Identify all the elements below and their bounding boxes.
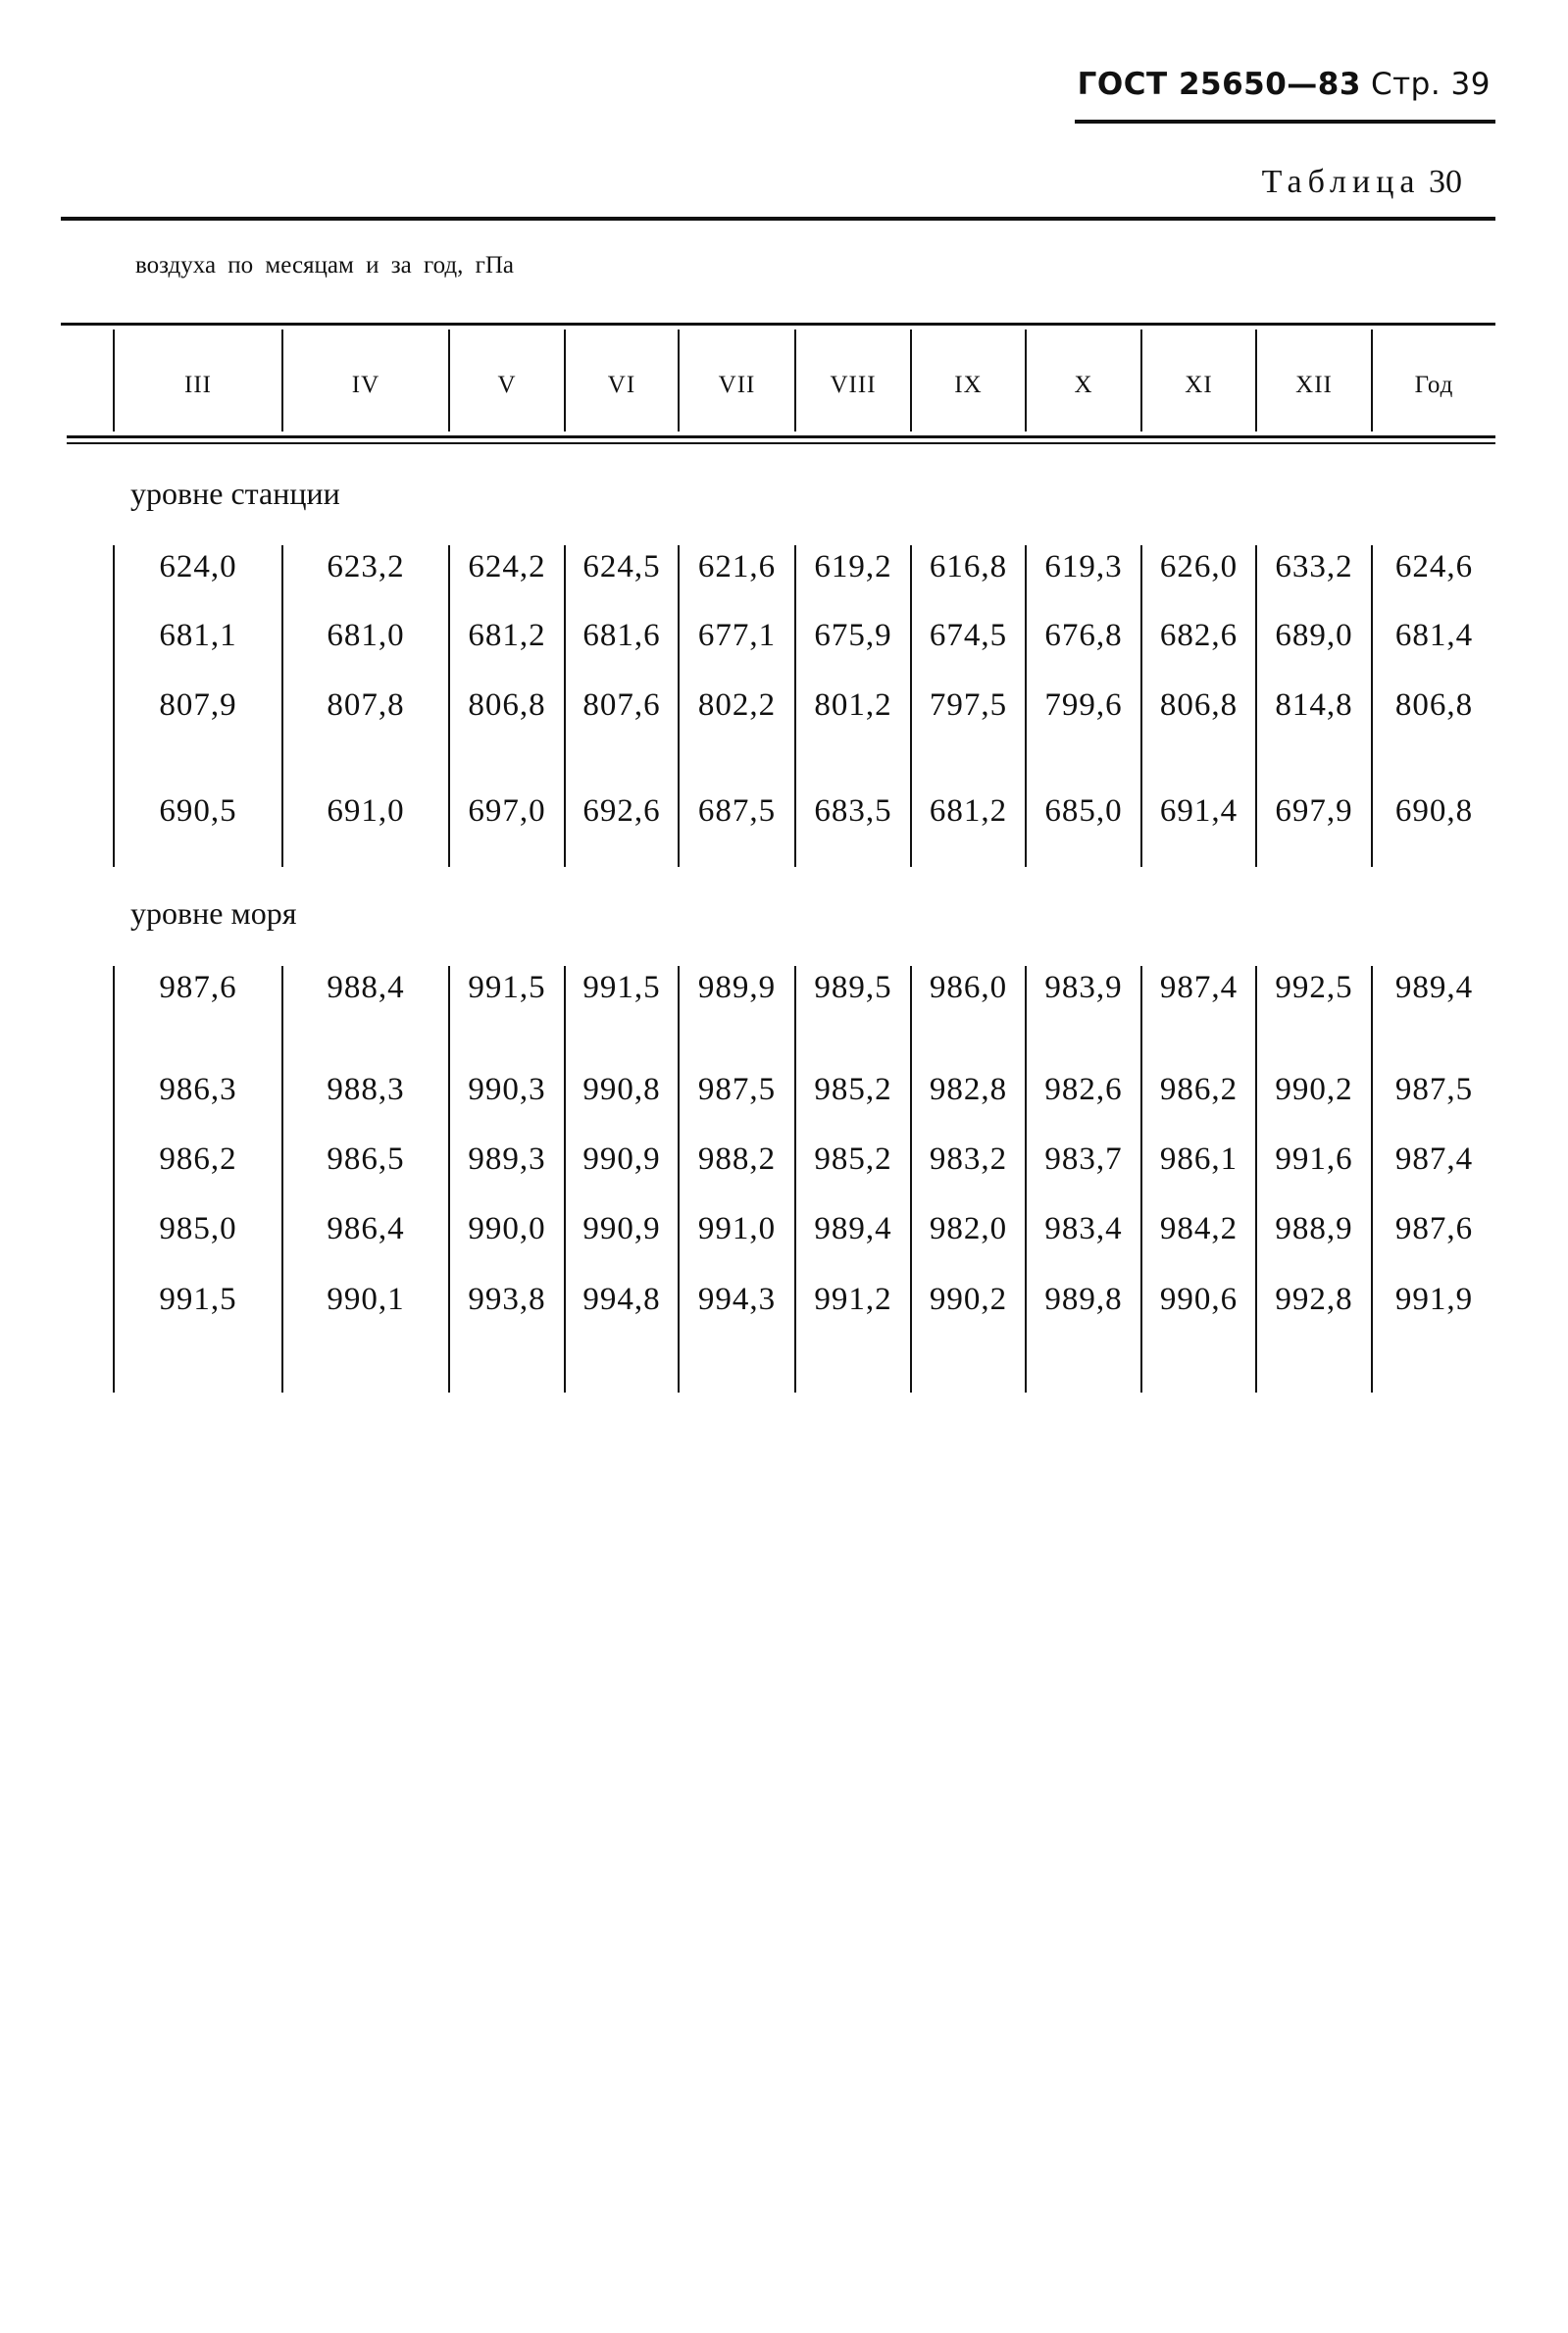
column-header: X bbox=[1074, 372, 1093, 398]
table-cell: 987,5 bbox=[697, 1072, 777, 1107]
table-cell: 987,6 bbox=[1394, 1211, 1474, 1246]
table-cell: 624,5 bbox=[582, 549, 661, 584]
column-header: IX bbox=[954, 372, 983, 398]
section-title-station-level: уровне станции bbox=[130, 476, 340, 511]
column-header-bottom-rule-1 bbox=[67, 435, 1495, 438]
column-divider bbox=[1371, 330, 1373, 431]
table-cell: 991,5 bbox=[468, 970, 546, 1005]
table-cell: 681,4 bbox=[1394, 618, 1474, 653]
table-subtitle: воздуха по месяцам и за год, гПа bbox=[135, 252, 514, 279]
table-cell: 990,9 bbox=[582, 1141, 661, 1177]
column-header: VIII bbox=[830, 372, 877, 398]
table-cell: 988,3 bbox=[327, 1072, 405, 1107]
table-cell: 992,8 bbox=[1275, 1282, 1353, 1317]
table-cell: 992,5 bbox=[1275, 970, 1353, 1005]
table-cell: 991,5 bbox=[582, 970, 661, 1005]
table-cell: 990,1 bbox=[327, 1282, 405, 1317]
table-cell: 988,4 bbox=[327, 970, 405, 1005]
column-header: XI bbox=[1185, 372, 1213, 398]
table-cell: 986,1 bbox=[1159, 1141, 1239, 1177]
table-cell: 988,2 bbox=[697, 1141, 777, 1177]
table-cell: 682,6 bbox=[1159, 618, 1239, 653]
table-cell: 807,9 bbox=[159, 687, 237, 723]
table-cell: 687,5 bbox=[697, 793, 777, 829]
column-divider bbox=[910, 330, 912, 431]
table-cell: 681,2 bbox=[929, 793, 1008, 829]
table-cell: 985,0 bbox=[159, 1211, 237, 1246]
table-cell: 993,8 bbox=[468, 1282, 546, 1317]
table-cell: 990,2 bbox=[929, 1282, 1008, 1317]
table-cell: 994,3 bbox=[697, 1282, 777, 1317]
table-cell: 681,6 bbox=[582, 618, 661, 653]
table-cell: 619,2 bbox=[814, 549, 892, 584]
table-cell: 986,2 bbox=[159, 1141, 237, 1177]
table-cell: 990,6 bbox=[1159, 1282, 1239, 1317]
table-cell: 616,8 bbox=[929, 549, 1008, 584]
table-cell: 989,3 bbox=[468, 1141, 546, 1177]
table-cell: 690,8 bbox=[1394, 793, 1474, 829]
table-cell: 989,5 bbox=[814, 970, 892, 1005]
table-cell: 681,1 bbox=[159, 618, 237, 653]
table-cell: 987,6 bbox=[159, 970, 237, 1005]
table-cell: 677,1 bbox=[697, 618, 777, 653]
column-header: VII bbox=[718, 372, 756, 398]
table-cell: 990,8 bbox=[582, 1072, 661, 1107]
table-cell: 991,6 bbox=[1275, 1141, 1353, 1177]
column-divider bbox=[794, 330, 796, 431]
table-cell: 683,5 bbox=[814, 793, 892, 829]
table-label-number: 30 bbox=[1429, 164, 1462, 200]
table-cell: 989,9 bbox=[697, 970, 777, 1005]
column-header-bottom-rule-2 bbox=[67, 442, 1495, 444]
column-divider bbox=[1025, 330, 1027, 431]
table-cell: 691,4 bbox=[1159, 793, 1239, 829]
column-divider bbox=[1255, 330, 1257, 431]
table-cell: 991,0 bbox=[697, 1211, 777, 1246]
table-cell: 986,5 bbox=[327, 1141, 405, 1177]
standard-header bbox=[1078, 67, 1491, 102]
table-cell: 689,0 bbox=[1275, 618, 1353, 653]
table-cell: 986,2 bbox=[1159, 1072, 1239, 1107]
table-cell: 982,6 bbox=[1044, 1072, 1123, 1107]
section-title-sea-level: уровне моря bbox=[130, 895, 297, 931]
table-cell: 806,8 bbox=[1159, 687, 1239, 723]
column-divider bbox=[564, 330, 566, 431]
table-cell: 685,0 bbox=[1044, 793, 1123, 829]
column-header: V bbox=[497, 372, 517, 398]
table-cell: 989,4 bbox=[814, 1211, 892, 1246]
table-cell: 690,5 bbox=[159, 793, 237, 829]
table-cell: 984,2 bbox=[1159, 1211, 1239, 1246]
table-cell: 681,2 bbox=[468, 618, 546, 653]
table-cell: 806,8 bbox=[468, 687, 546, 723]
table-cell: 807,8 bbox=[327, 687, 405, 723]
table-label-word: Таблица bbox=[1261, 164, 1421, 200]
column-header: III bbox=[184, 372, 212, 398]
table-top-rule bbox=[61, 217, 1495, 221]
table-cell: 987,4 bbox=[1159, 970, 1239, 1005]
column-divider bbox=[448, 330, 450, 431]
table-cell: 697,0 bbox=[468, 793, 546, 829]
table-cell: 986,0 bbox=[929, 970, 1008, 1005]
table-cell: 988,9 bbox=[1275, 1211, 1353, 1246]
table-cell: 989,4 bbox=[1394, 970, 1474, 1005]
table-label bbox=[1262, 164, 1462, 201]
table-cell: 681,0 bbox=[327, 618, 405, 653]
table-cell: 797,5 bbox=[929, 687, 1008, 723]
table-cell: 676,8 bbox=[1044, 618, 1123, 653]
column-divider bbox=[281, 330, 283, 431]
table-cell: 983,4 bbox=[1044, 1211, 1123, 1246]
table-cell: 814,8 bbox=[1275, 687, 1353, 723]
table-cell: 982,8 bbox=[929, 1072, 1008, 1107]
column-header: VI bbox=[607, 372, 636, 398]
table-cell: 987,4 bbox=[1394, 1141, 1474, 1177]
column-header: Год bbox=[1414, 372, 1454, 398]
table-cell: 807,6 bbox=[582, 687, 661, 723]
page-number: Стр. 39 bbox=[1370, 67, 1491, 102]
standard-number: ГОСТ 25650—83 bbox=[1077, 67, 1361, 102]
table-cell: 982,0 bbox=[929, 1211, 1008, 1246]
table-cell: 990,2 bbox=[1275, 1072, 1353, 1107]
header-underline bbox=[1075, 120, 1495, 124]
table-cell: 983,2 bbox=[929, 1141, 1008, 1177]
table-cell: 801,2 bbox=[814, 687, 892, 723]
table-cell: 691,0 bbox=[327, 793, 405, 829]
table-cell: 985,2 bbox=[814, 1072, 892, 1107]
table-cell: 799,6 bbox=[1044, 687, 1123, 723]
column-header: XII bbox=[1295, 372, 1333, 398]
table-cell: 802,2 bbox=[697, 687, 777, 723]
table-cell: 675,9 bbox=[814, 618, 892, 653]
table-cell: 619,3 bbox=[1044, 549, 1123, 584]
table-cell: 991,9 bbox=[1394, 1282, 1474, 1317]
table-cell: 806,8 bbox=[1394, 687, 1474, 723]
table-cell: 623,2 bbox=[327, 549, 405, 584]
column-divider bbox=[1140, 330, 1142, 431]
table-cell: 626,0 bbox=[1159, 549, 1239, 584]
table-cell: 994,8 bbox=[582, 1282, 661, 1317]
column-header-top-rule bbox=[61, 323, 1495, 326]
table-cell: 983,9 bbox=[1044, 970, 1123, 1005]
table-cell: 990,9 bbox=[582, 1211, 661, 1246]
table-cell: 624,6 bbox=[1394, 549, 1474, 584]
table-cell: 991,5 bbox=[159, 1282, 237, 1317]
table-cell: 633,2 bbox=[1275, 549, 1353, 584]
table-cell: 991,2 bbox=[814, 1282, 892, 1317]
table-cell: 674,5 bbox=[929, 618, 1008, 653]
table-cell: 983,7 bbox=[1044, 1141, 1123, 1177]
column-divider bbox=[113, 330, 115, 431]
table-cell: 990,0 bbox=[468, 1211, 546, 1246]
table-cell: 986,3 bbox=[159, 1072, 237, 1107]
table-cell: 624,0 bbox=[159, 549, 237, 584]
column-divider bbox=[678, 330, 680, 431]
table-cell: 990,3 bbox=[468, 1072, 546, 1107]
table-cell: 985,2 bbox=[814, 1141, 892, 1177]
table-cell: 986,4 bbox=[327, 1211, 405, 1246]
table-cell: 697,9 bbox=[1275, 793, 1353, 829]
column-header: IV bbox=[351, 372, 380, 398]
table-cell: 692,6 bbox=[582, 793, 661, 829]
table-cell: 987,5 bbox=[1394, 1072, 1474, 1107]
table-cell: 989,8 bbox=[1044, 1282, 1123, 1317]
table-cell: 624,2 bbox=[468, 549, 546, 584]
table-cell: 621,6 bbox=[697, 549, 777, 584]
